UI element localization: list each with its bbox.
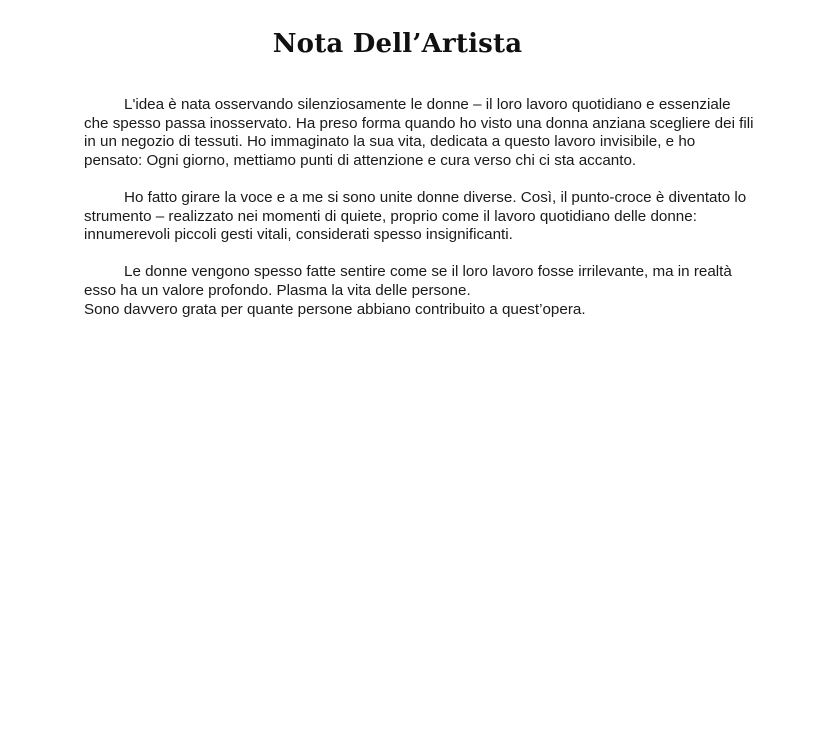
document-body	[84, 96, 756, 319]
paragraph-3: Le donne vengono spesso fatte sentire come se il loro lavoro fosse irrilevante, ma in realtà esso ha un valore profondo. Plasma la vita delle persone.	[84, 263, 732, 299]
paragraph-2: Ho fatto girare la voce e a me si sono unite donne diverse. Così, il punto-croce è diventato lo strumento – realizzato nei momenti di quiete, proprio come il lavoro quotidiano delle donne: innumerevoli piccoli gesti vitali, considerati spesso insignificanti.	[84, 188, 747, 244]
closing-line: Sono davvero grata per quante persone abbiano contribuito a quest’opera.	[84, 300, 586, 318]
page-title: Nota Dell’Artista	[272, 29, 523, 59]
paragraph-1: L'idea è nata osservando silenziosamente le donne – il loro lavoro quotidiano e essenziale che spesso passa inosservato. Ha preso forma quando ho visto una donna anziana scegliere dei fili in un negozio di tessuti. Ho immaginato la sua vita, dedicata a questo lavoro invisibile, e ho pensato: Ogni giorno, mettiamo punti di attenzione e cura verso chi ci sta accanto.	[84, 96, 754, 169]
paragraph-3-block	[84, 263, 756, 319]
